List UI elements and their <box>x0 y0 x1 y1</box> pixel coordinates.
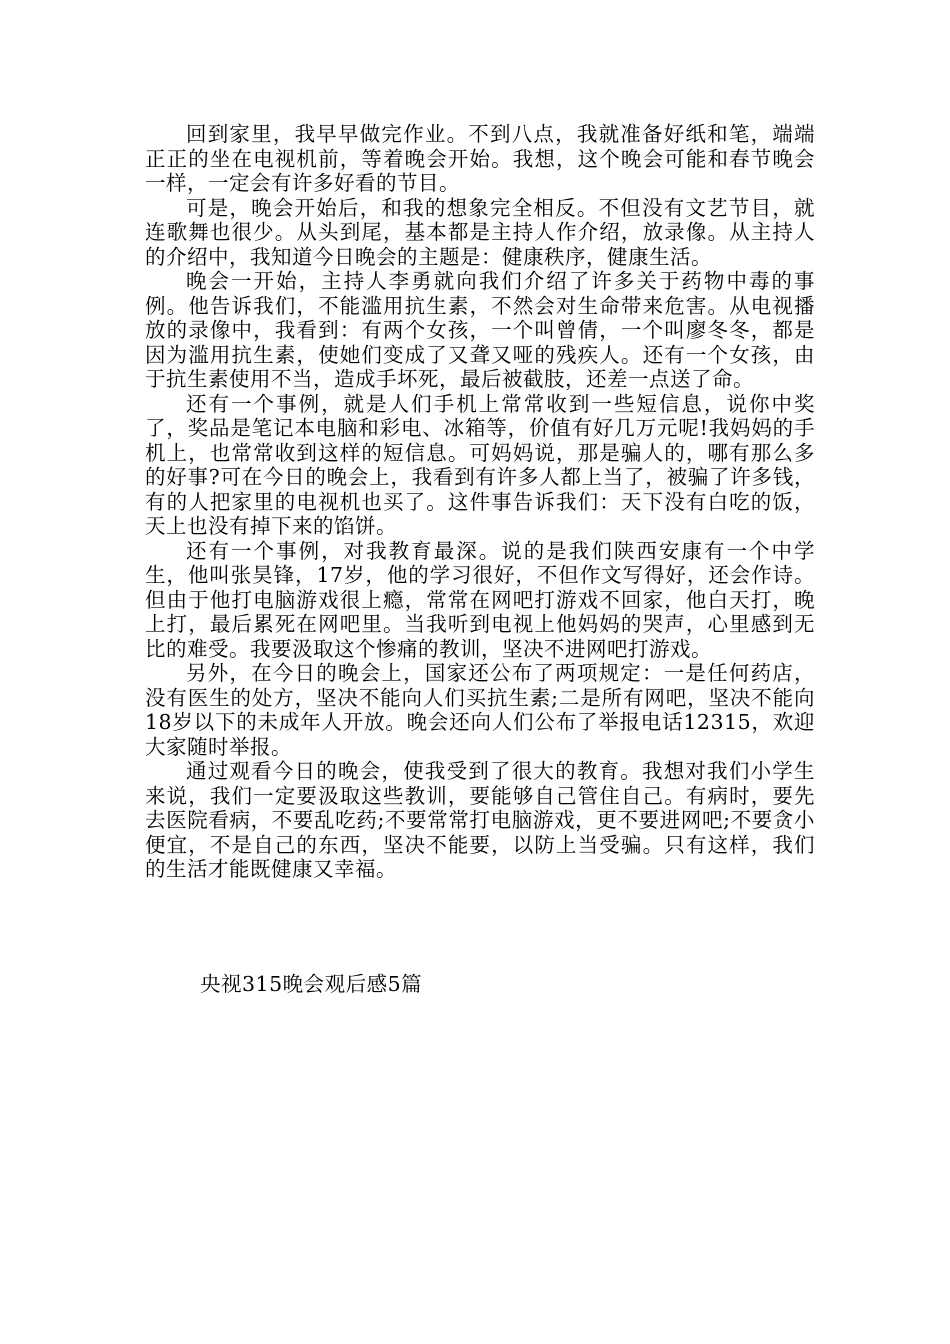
collection-title: 央视315晚会观后感5篇 <box>200 972 423 996</box>
paragraph-7: 通过观看今日的晚会，使我受到了很大的教育。我想对我们小学生来说，我们一定要汲取这些教训，要能够自己管住自己。有病时，要先去医院看病，不要乱吃药;不要常常打电脑游戏，更不要进网吧;不要贪小便宜，不是自己的东西，坚决不能要，以防上当受骗。只有这样，我们的生活才能既健康又幸福。 <box>145 759 815 881</box>
paragraph-4: 还有一个事例，就是人们手机上常常收到一些短信息，说你中奖了，奖品是笔记本电脑和彩电、冰箱等，价值有好几万元呢!我妈妈的手机上，也常常收到这样的短信息。可妈妈说，那是骗人的，哪有那么多的好事?可在今日的晚会上，我看到有许多人都上当了，被骗了许多钱，有的人把家里的电视机也买了。这件事告诉我们：天下没有白吃的饭，天上也没有掉下来的馅饼。 <box>145 391 815 538</box>
essay-body <box>145 122 815 882</box>
paragraph-1: 回到家里，我早早做完作业。不到八点，我就准备好纸和笔，端端正正的坐在电视机前，等着晚会开始。我想，这个晚会可能和春节晚会一样，一定会有许多好看的节目。 <box>145 122 815 195</box>
paragraph-6: 另外，在今日的晚会上，国家还公布了两项规定：一是任何药店，没有医生的处方，坚决不能向人们买抗生素;二是所有网吧，坚决不能向18岁以下的未成年人开放。晚会还向人们公布了举报电话12315，欢迎大家随时举报。 <box>145 661 815 759</box>
paragraph-5: 还有一个事例，对我教育最深。说的是我们陕西安康有一个中学生，他叫张昊锋，17岁，他的学习很好，不但作文写得好，还会作诗。但由于他打电脑游戏很上瘾，常常在网吧打游戏不回家，他白天打，晚上打，最后累死在网吧里。当我听到电视上他妈妈的哭声，心里感到无比的难受。我要汲取这个惨痛的教训，坚决不进网吧打游戏。 <box>145 538 815 661</box>
paragraph-3: 晚会一开始，主持人李勇就向我们介绍了许多关于药物中毒的事例。他告诉我们，不能滥用抗生素，不然会对生命带来危害。从电视播放的录像中，我看到：有两个女孩，一个叫曾倩，一个叫廖冬冬，都是因为滥用抗生素，使她们变成了又聋又哑的残疾人。还有一个女孩，由于抗生素使用不当，造成手坏死，最后被截肢，还差一点送了命。 <box>145 269 815 391</box>
paragraph-2: 可是，晚会开始后，和我的想象完全相反。不但没有文艺节目，就连歌舞也很少。从头到尾，基本都是主持人作介绍，放录像。从主持人的介绍中，我知道今日晚会的主题是：健康秩序，健康生活。 <box>145 195 815 269</box>
